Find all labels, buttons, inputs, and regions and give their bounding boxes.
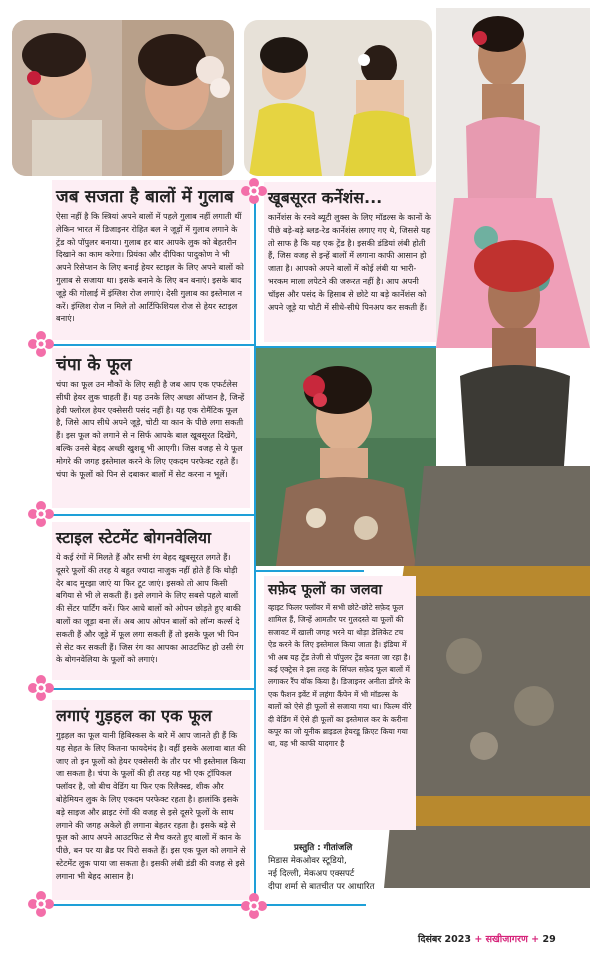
section-champa <box>52 348 250 508</box>
divider-line <box>254 182 256 906</box>
credit-line: दीपा शर्मा से बातचीत पर आधारित <box>268 882 375 892</box>
section-title: चंपा के फूल <box>56 355 132 375</box>
divider-line <box>40 344 255 346</box>
credit-block <box>268 842 408 894</box>
section-body: गुड़हल का फूल यानी हिबिस्कस के बारे में आप जानते ही हैं कि यह सेहत के लिए कितना फायदेमंद है। वहीं इसके अलावा बात की जाए तो इन फूलों को हेयर एक्सेसरी के तौर पर भी इस्तेमाल किया जा सकता है। चंपा के फूलों की ही तरह यह भी एक ट्रॉपिकल फ्लॉवर है, जो बीच वेडिंग या फिर एक रिलैक्स्ड, शीक और बोहेमियन लुक के लिए एकदम परफेक्ट रहता है। हालांकि इसके बड़े साइज और ब्राइट रंगों की वजह से इसे दूसरे फूलों के साथ लगाने की जगह अकेले ही लगाना बेहतर रहता है। इसके बड़े से फूल को आप अपने आउटफिट से मैच करते हुए बालों में कान के पीछे, बन पर या ब्रैड पर पिरो सकते हैं। इस एक फूल को लगाने से स्टेटमेंट लुक पाया जा सकता है। इसकी लंबी डंडी की वजह से इसे लगाना भी बेहद आसान है। <box>56 730 246 881</box>
divider-line <box>40 904 255 906</box>
section-title: सफ़ेद फूलों का जलवा <box>268 582 383 598</box>
photo-celebrity-yellow-outfit <box>244 20 432 176</box>
flower-ornament-icon <box>241 178 267 204</box>
divider-line <box>254 346 436 348</box>
page-footer <box>418 932 556 945</box>
footer-brand: सखीजागरण <box>485 934 528 945</box>
section-title: खूबसूरत कर्नेशंस... <box>268 189 383 207</box>
divider-line <box>254 570 364 572</box>
flower-ornament-icon <box>28 675 54 701</box>
section-karnashis <box>264 182 436 342</box>
footer-separator: + <box>474 934 483 945</box>
divider-line <box>254 904 366 906</box>
footer-separator: + <box>531 934 540 945</box>
section-title: लगाएं गुड़हल का एक फूल <box>56 706 212 725</box>
flower-ornament-icon <box>241 893 267 919</box>
section-body: व्हाइट फिलर फ्लॉवर में सभी छोटे-छोटे सफ़ेद फूल शामिल हैं, जिन्हें आमतौर पर गुलदस्ते या फूलों की सजावट में खाली जगह भरने या थोड़ा डेलिकेट टच ऐड करने के लिए इस्तेमाल किया जाता है। इंडिया में भी अब यह ट्रेंड तेजी से पॉपुलर ट्रेंड बनता जा रहा है। कई एक्ट्रेस ने इस तरह के सिंपल सफ़ेद फूल बालों में लगाकर रैंप वॉक किया है। डिजाइनर अनीता डोंगरे के एक फैशन इवेंट में लहंगा कैंपेन में भी मॉडल्स के बालों को ऐसे ही फूलों से सजाया गया था। फिल्म वीरे दी वेडिंग में ऐसे ही फूलों का इस्तेमाल कर के करीना कपूर का जो यूनीक ब्राइडल हेयरडू क्रिएट किया गया था, वह भी काफी यादगार है <box>268 603 412 749</box>
flower-ornament-icon <box>28 501 54 527</box>
section-body: ऐसा नहीं है कि स्त्रियां अपने बालों में पहले गुलाब नहीं लगाती थीं लेकिन भारत में डिजाइनर रोहित बल ने जूड़ों में गुलाब लगाने के ट्रेंड को पॉपुलर बनाया। गुलाब हर बार आपके लुक को बेहतरीन दिखाने का काम करेगा। प्रियंका और दीपिका पादुकोण ने भी अपने रिसेप्शन के लिए बनाई हेयर स्टाइल के लिए अपने बालों को गुलाब से सजाया था। इसके बनाने के लिए बन बनाएं। इसके बाद जूड़े की गोलाई में इंग्लिश रोज लगाएं। देसी गुलाब का इस्तेमाल न करें। इंग्लिश रोज न मिले तो आर्टिफिशियल रोज से हेयर स्टाइल बनाएं। <box>56 211 244 324</box>
credit-line: मिडास मेकओवर स्टूडियो, <box>268 856 347 866</box>
section-title: जब सजता है बालों में गुलाब <box>56 187 234 207</box>
footer-page-number: 29 <box>542 934 556 945</box>
section-safed <box>264 576 416 830</box>
flower-ornament-icon <box>28 331 54 357</box>
footer-month: दिसंबर 2023 <box>418 934 471 945</box>
photo-celebrity-rose-bun <box>12 20 234 176</box>
divider-line <box>40 688 255 690</box>
section-body: ये कई रंगों में मिलते हैं और सभी रंग बेहद खूबसूरत लगते हैं। दूसरे फूलों की तरह ये बहुत ज्यादा नाजुक नहीं होते हैं कि थोड़ी देर बाद मुरझा जाएं या फिर टूट जाएं। इसको तो आप किसी बगिया से भी ले सकती हैं। इसे लगाने के लिए सबसे पहले बालों की सेंटर पार्टिंग करें। फिर आधे बालों को ओपन छोड़ते हुए बाकी बालों का जूड़ा बना लें। अब आप ओपन बालों को लॉन्ग कर्ल्स दे सकती हैं और जूड़े में फूल लगा सकती हैं तो इसके फूल भी पिन से सेट कर सकती हैं। जिस रंग का आपका आउटफिट हो उसी रंग के बोगनवेलिया के फूलों को लगाएं। <box>56 552 244 665</box>
section-title: स्टाइल स्टेटमेंट बोगनवेलिया <box>56 529 212 547</box>
flower-ornament-icon <box>28 891 54 917</box>
section-body: कार्नेशंस के रनवे ब्यूटी लुक्स के लिए मॉडल्स के कानों के पीछे बड़े-बड़े ब्लड-रेड कार्नेशंस लगाए गए थे, जिससे यह तो साफ है कि यह एक ट्रेंड है। इसकी डंडियां लंबी होती हैं, जिस वजह से इन्हें बालों में लगाना काफी आसान हो जाता है। आपको अपने बालों में कोई लंबी या भारी-भरकम माला लपेटने की जरूरत नहीं है। आप अपनी चॉइस और पसंद के हिसाब से छोटे या बड़े कार्नेशंस को अपने जूड़े या चोटी में सीधे-सीधे पिनअप कर सकती हैं। <box>268 212 432 312</box>
section-bougainvillea <box>52 522 250 680</box>
credit-line: प्रस्तुति : गीतांजलि <box>294 843 353 853</box>
section-gulab <box>52 180 250 340</box>
credit-line: नई दिल्ली, मेकअप एक्सपर्ट <box>268 869 355 879</box>
divider-line <box>40 514 255 516</box>
section-body: चंपा का फूल उन मौकों के लिए सही है जब आप एक एफर्टलेस सीधी हेयर लुक चाहती हैं। यह उनके लिए अच्छा ऑप्शन है, जिन्हें हेवी फ्लोरल हेयर एक्सेसरी पसंद नहीं है। यह एक रोमैंटिक फूल है, जिसे आप सीधे अपने जूड़े, चोटी या कान के पीछे लगा सकती हैं। इस फूल को लगाने से न सिर्फ आपके बाल खूबसूरत दिखेंगे, बल्कि उनसे बेहद अच्छी खुशबू भी आएगी। जिस वजह से ये फूल मोगरे की जगह इस्तेमाल करने के लिए एकदम परफेक्ट रहते हैं। चंपा के फूलों को पिन से दबाकर बालों में सेट करना न भूलें। <box>56 379 245 479</box>
section-gudhal <box>52 700 250 900</box>
